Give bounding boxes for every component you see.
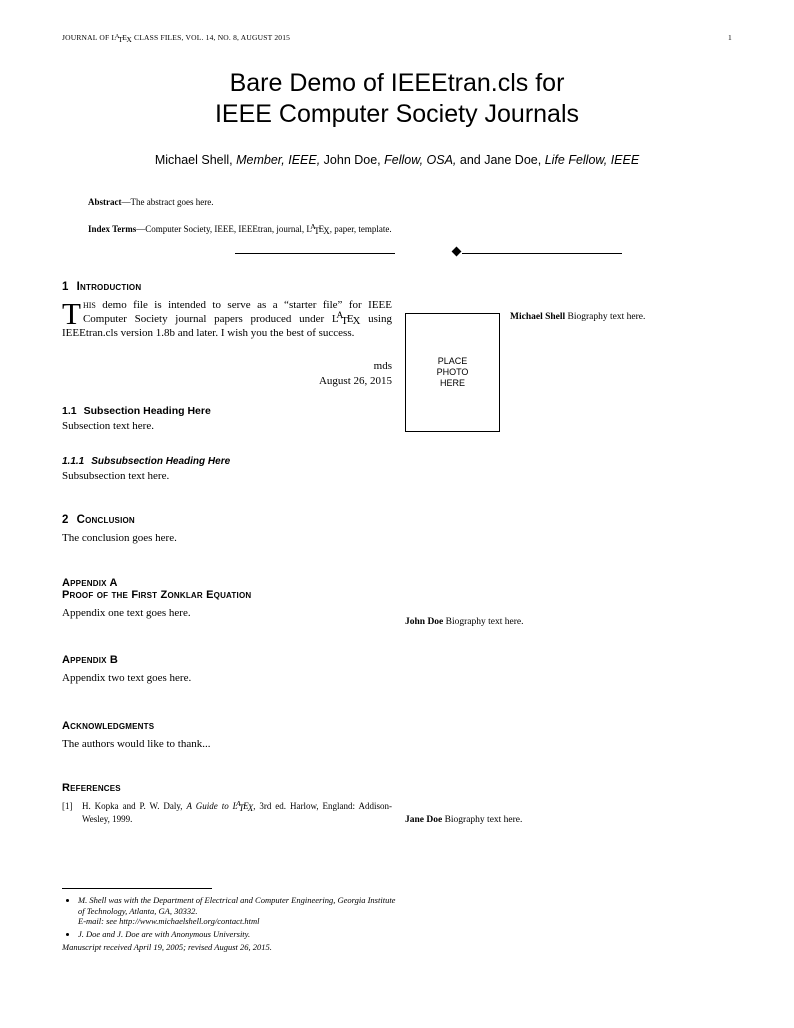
heading-appendix-a-sub: Proof of the First Zonklar Equation: [62, 588, 252, 601]
manuscript-dates: Manuscript received April 19, 2005; revised August 26, 2015.: [62, 942, 272, 952]
running-header-left: JOURNAL OF $L^ATEX$ CLASS FILES, VOL. 14, NO. 8, AUGUST 2015: [62, 32, 291, 44]
heading-conclusion-number: 2: [62, 514, 69, 526]
acknowledgments-body: The authors would like to thank...: [62, 737, 211, 750]
reference-item: [62, 800, 392, 825]
heading-subsubsection-number: 1.1.1: [62, 455, 85, 467]
reference-pre: H. Kopka and P. W. Daly,: [82, 801, 187, 811]
diamond-icon: [452, 247, 462, 257]
index-terms-after: , paper, template.: [329, 224, 392, 234]
heading-appendix-a: Appendix A: [62, 576, 118, 589]
left-column: [62, 281, 392, 825]
divider-line-left: [235, 253, 395, 254]
section-divider: [62, 246, 732, 260]
photo-placeholder: [405, 313, 500, 432]
appendix-a-body: Appendix one text goes here.: [62, 606, 191, 619]
footnote-item: [78, 895, 402, 927]
heading-introduction: [62, 281, 392, 293]
footnote-item: [78, 929, 402, 940]
latex-logo: $L^ATEX$: [111, 32, 132, 44]
heading-introduction-label: Introduction: [76, 281, 142, 293]
author-1-role: Member, IEEE,: [236, 153, 321, 167]
index-terms: [88, 223, 708, 236]
abstract-label: Abstract: [88, 197, 122, 207]
subsection-body: Subsection text here.: [62, 420, 154, 432]
biography-name: John Doe: [405, 617, 444, 627]
footnote-text: M. Shell was with the Department of Electrical and Computer Engineering, Georgia Institute of Technology, Atlanta, GA, 30332.: [78, 895, 396, 916]
footnote-email: E-mail: see http://www.michaelshell.org/contact.html: [78, 916, 260, 926]
heading-appendix-b: Appendix B: [62, 654, 119, 666]
running-header: [62, 33, 732, 42]
biography-jane-doe: [405, 814, 732, 826]
subsubsection-body: Subsubsection text here.: [62, 469, 170, 482]
heading-subsubsection-label: Subsubsection Heading Here: [91, 455, 231, 467]
abstract-text: —The abstract goes here.: [121, 197, 214, 207]
author-2-name: John Doe,: [323, 153, 381, 167]
author-2-role: Fellow, OSA,: [384, 153, 457, 167]
heading-acknowledgments: Acknowledgments: [62, 719, 155, 732]
author-conjunction: and: [459, 153, 481, 167]
intro-lead-word: his: [82, 299, 96, 311]
photo-line-2: PHOTO: [436, 367, 469, 377]
index-terms-label: Index Terms: [88, 224, 137, 234]
appendix-b-body: Appendix two text goes here.: [62, 672, 192, 684]
heading-conclusion: [62, 514, 392, 526]
author-3-name: Jane Doe,: [484, 153, 542, 167]
biography-text: Biography text here.: [444, 815, 523, 825]
page-number: 1: [728, 33, 732, 42]
author-list: [62, 153, 732, 167]
photo-line-3: HERE: [439, 378, 465, 388]
heading-subsection-label: Subsection Heading Here: [83, 405, 211, 417]
drop-cap: T: [62, 296, 81, 331]
biography-michael-shell: [510, 311, 732, 323]
latex-logo: $L^ATEX$: [331, 311, 361, 327]
intro-body-after: using IEEEtran.cls version 1.8b and later. I wish you the best of success.: [62, 312, 392, 339]
photo-line-1: PLACE: [437, 356, 468, 366]
footnote-text: J. Doe and J. Doe are with Anonymous University.: [78, 928, 251, 939]
biography-john-doe: [405, 616, 732, 628]
footnote-block: [62, 888, 402, 953]
heading-references: References: [62, 782, 121, 794]
footnote-list: [62, 895, 402, 939]
biography-name: Jane Doe: [405, 815, 443, 825]
abstract: [88, 196, 708, 209]
signoff-date: August 26, 2015: [318, 375, 392, 387]
title-line-2: IEEE Computer Society Journals: [214, 100, 580, 128]
latex-logo: LATEX: [232, 799, 254, 813]
author-3-role: Life Fellow, IEEE: [544, 153, 640, 167]
heading-conclusion-label: Conclusion: [76, 514, 135, 526]
heading-subsection-number: 1.1: [62, 405, 77, 417]
heading-introduction-number: 1: [62, 281, 69, 293]
intro-paragraph: [62, 296, 392, 355]
reference-title: A Guide to LATEX: [186, 799, 254, 813]
divider-line-right: [462, 253, 622, 254]
page-title: [62, 68, 732, 130]
biography-text: Biography text here.: [445, 617, 524, 627]
biography-text: Biography text here.: [567, 312, 646, 322]
reference-post: , 3rd ed. Harlow, England: Addison-Wesley, 1999.: [82, 801, 392, 824]
biography-name: Michael Shell: [510, 312, 566, 322]
author-1-name: Michael Shell,: [154, 153, 233, 167]
footnote-rule: [62, 888, 212, 889]
index-terms-before: —Computer Society, IEEE, IEEEtran, journal,: [136, 224, 307, 234]
reference-label: [1]: [62, 801, 73, 811]
heading-subsubsection: [62, 456, 392, 467]
signoff: [62, 359, 392, 389]
heading-subsection: [62, 405, 392, 417]
title-line-1: Bare Demo of IEEEtran.cls for: [229, 69, 565, 97]
conclusion-body: The conclusion goes here.: [62, 532, 177, 544]
signoff-initials: mds: [373, 360, 392, 372]
intro-body-before: demo file is intended to serve as a “starter file” for IEEE Computer Society journal papers produced under: [82, 299, 392, 325]
latex-logo: LATEX: [306, 222, 330, 236]
intro-body: [62, 296, 392, 341]
